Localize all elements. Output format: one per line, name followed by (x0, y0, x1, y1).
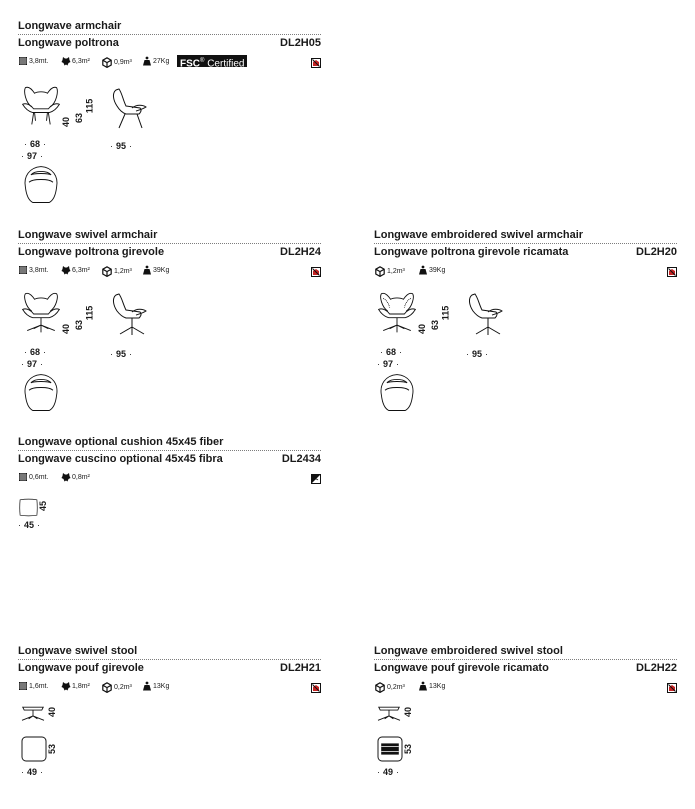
stool-height-dim: 40 (47, 706, 58, 718)
spec-weight: 13Kg (142, 681, 169, 691)
product-title-en: Longwave embroidered swivel armchair (374, 228, 677, 244)
spec-weight: 39Kg (418, 265, 445, 275)
product-card-longwave-optional-cushion (18, 435, 321, 530)
overall-height-dim: 115 (440, 305, 451, 321)
embroidered-swivel-armchair-front-drawing (374, 286, 420, 342)
arm-height-dim: 63 (74, 319, 85, 331)
spec-volume: 1,2m³ (374, 265, 405, 277)
side-depth-dim: · 95 · (107, 141, 135, 151)
spec-volume: 0,2m³ (374, 681, 405, 693)
side-depth-dim: · 95 · (107, 349, 135, 359)
spec-row (18, 53, 321, 71)
side-depth-dim: · 95 · (463, 349, 491, 359)
cushion-height-dim: 45 (38, 500, 49, 512)
spec-row (18, 262, 321, 280)
fabric-icon (18, 265, 28, 275)
product-title-it: Longwave pouf girevole (18, 662, 144, 674)
product-title-en: Longwave armchair (18, 19, 321, 35)
leather-hide-icon (61, 681, 71, 691)
spec-fabric: 3,8mt. (18, 56, 48, 66)
product-card-longwave-swivel-armchair (18, 228, 321, 369)
spec-leather: 1,8m² (61, 681, 90, 691)
product-title-it: Longwave pouf girevole ricamato (374, 662, 549, 674)
cushion-drawing (18, 497, 39, 518)
spec-weight: 27Kg (142, 56, 169, 66)
seat-height-dim: 40 (417, 323, 428, 335)
leather-hide-icon (61, 472, 71, 482)
leather-hide-icon (61, 265, 71, 275)
product-title-en: Longwave optional cushion 45x45 fiber (18, 435, 321, 451)
product-title-en: Longwave embroidered swivel stool (374, 644, 677, 660)
product-title-it: Longwave cuscino optional 45x45 fibra (18, 453, 223, 465)
product-card-longwave-embroidered-swivel-armchair (374, 228, 677, 369)
product-card-longwave-swivel-stool (18, 644, 321, 777)
stool-width-dim: · 49 · (374, 767, 402, 777)
indoor-use-icon (311, 58, 321, 68)
overall-height-dim: 115 (84, 98, 95, 114)
weight-icon (142, 265, 152, 275)
product-title-en: Longwave swivel armchair (18, 228, 321, 244)
spec-fabric: 0,6mt. (18, 472, 48, 482)
spec-weight: 39Kg (142, 265, 169, 275)
product-title-it: Longwave poltrona girevole ricamata (374, 246, 569, 258)
embroidered-stool-top-drawing (374, 733, 406, 765)
product-code: DL2H24 (280, 246, 321, 258)
fabric-icon (18, 56, 28, 66)
product-card-longwave-embroidered-swivel-stool (374, 644, 677, 777)
embroidered-swivel-armchair-top-drawing (374, 369, 420, 417)
fsc-certified-badge: FSC® Certified (177, 55, 247, 67)
package-volume-icon (101, 265, 113, 277)
weight-icon (142, 681, 152, 691)
spec-leather: 6,3m² (61, 56, 90, 66)
armchair-side-drawing (106, 81, 156, 137)
indoor-use-icon (311, 683, 321, 693)
spec-leather: 0,8m² (61, 472, 90, 482)
stool-top-drawing (18, 733, 50, 765)
weight-icon (418, 265, 428, 275)
product-card-longwave-armchair (18, 19, 321, 161)
spec-volume: 1,2m³ (101, 265, 132, 277)
package-volume-icon (374, 265, 386, 277)
fabric-icon (18, 681, 28, 691)
weight-icon (142, 56, 152, 66)
arm-height-dim: 63 (74, 112, 85, 124)
spec-row (374, 678, 677, 696)
depth-dim: · 97 · (18, 151, 46, 161)
swivel-armchair-top-drawing (18, 369, 64, 417)
seat-height-dim: 40 (61, 323, 72, 335)
spec-volume: 0,2m³ (101, 681, 132, 693)
spec-fabric: 3,8mt. (18, 265, 48, 275)
spec-row (18, 678, 321, 696)
spec-row (374, 262, 677, 280)
width-dim: · 68 · (377, 347, 405, 357)
embroidered-swivel-armchair-side-drawing (462, 288, 512, 342)
product-title-it: Longwave poltrona (18, 37, 119, 49)
leather-hide-icon (61, 56, 71, 66)
swivel-armchair-front-drawing (18, 286, 64, 342)
weight-icon (418, 681, 428, 691)
package-volume-icon (101, 681, 113, 693)
cushion-width-dim: · 45 · (15, 520, 43, 530)
product-code: DL2H21 (280, 662, 321, 674)
width-dim: · 68 · (21, 347, 49, 357)
overall-height-dim: 115 (84, 305, 95, 321)
stool-side-drawing (18, 702, 48, 724)
embroidered-stool-side-drawing (374, 702, 404, 724)
product-code: DL2H20 (636, 246, 677, 258)
product-code: DL2H22 (636, 662, 677, 674)
spec-volume: 0,9m³ (101, 56, 132, 68)
spec-weight: 13Kg (418, 681, 445, 691)
depth-dim: · 97 · (18, 359, 46, 369)
spec-fabric: 1,6mt. (18, 681, 48, 691)
indoor-use-icon (667, 267, 677, 277)
width-dim: · 68 · (21, 139, 49, 149)
product-code: DL2434 (281, 453, 321, 465)
stool-width-dim: · 49 · (18, 767, 46, 777)
armchair-front-drawing (18, 77, 64, 137)
spec-leather: 6,3m² (61, 265, 90, 275)
spec-row (18, 469, 321, 487)
fiber-filling-icon (311, 474, 321, 484)
armchair-top-drawing (18, 161, 64, 209)
package-volume-icon (101, 56, 113, 68)
indoor-use-icon (667, 683, 677, 693)
product-title-it: Longwave poltrona girevole (18, 246, 165, 258)
stool-depth-dim: 53 (47, 743, 58, 755)
fabric-icon (18, 472, 28, 482)
indoor-use-icon (311, 267, 321, 277)
seat-height-dim: 40 (61, 116, 72, 128)
depth-dim: · 97 · (374, 359, 402, 369)
stool-depth-dim: 53 (403, 743, 414, 755)
arm-height-dim: 63 (430, 319, 441, 331)
swivel-armchair-side-drawing (106, 288, 156, 342)
stool-height-dim: 40 (403, 706, 414, 718)
product-title-en: Longwave swivel stool (18, 644, 321, 660)
package-volume-icon (374, 681, 386, 693)
product-code: DL2H05 (280, 37, 321, 49)
